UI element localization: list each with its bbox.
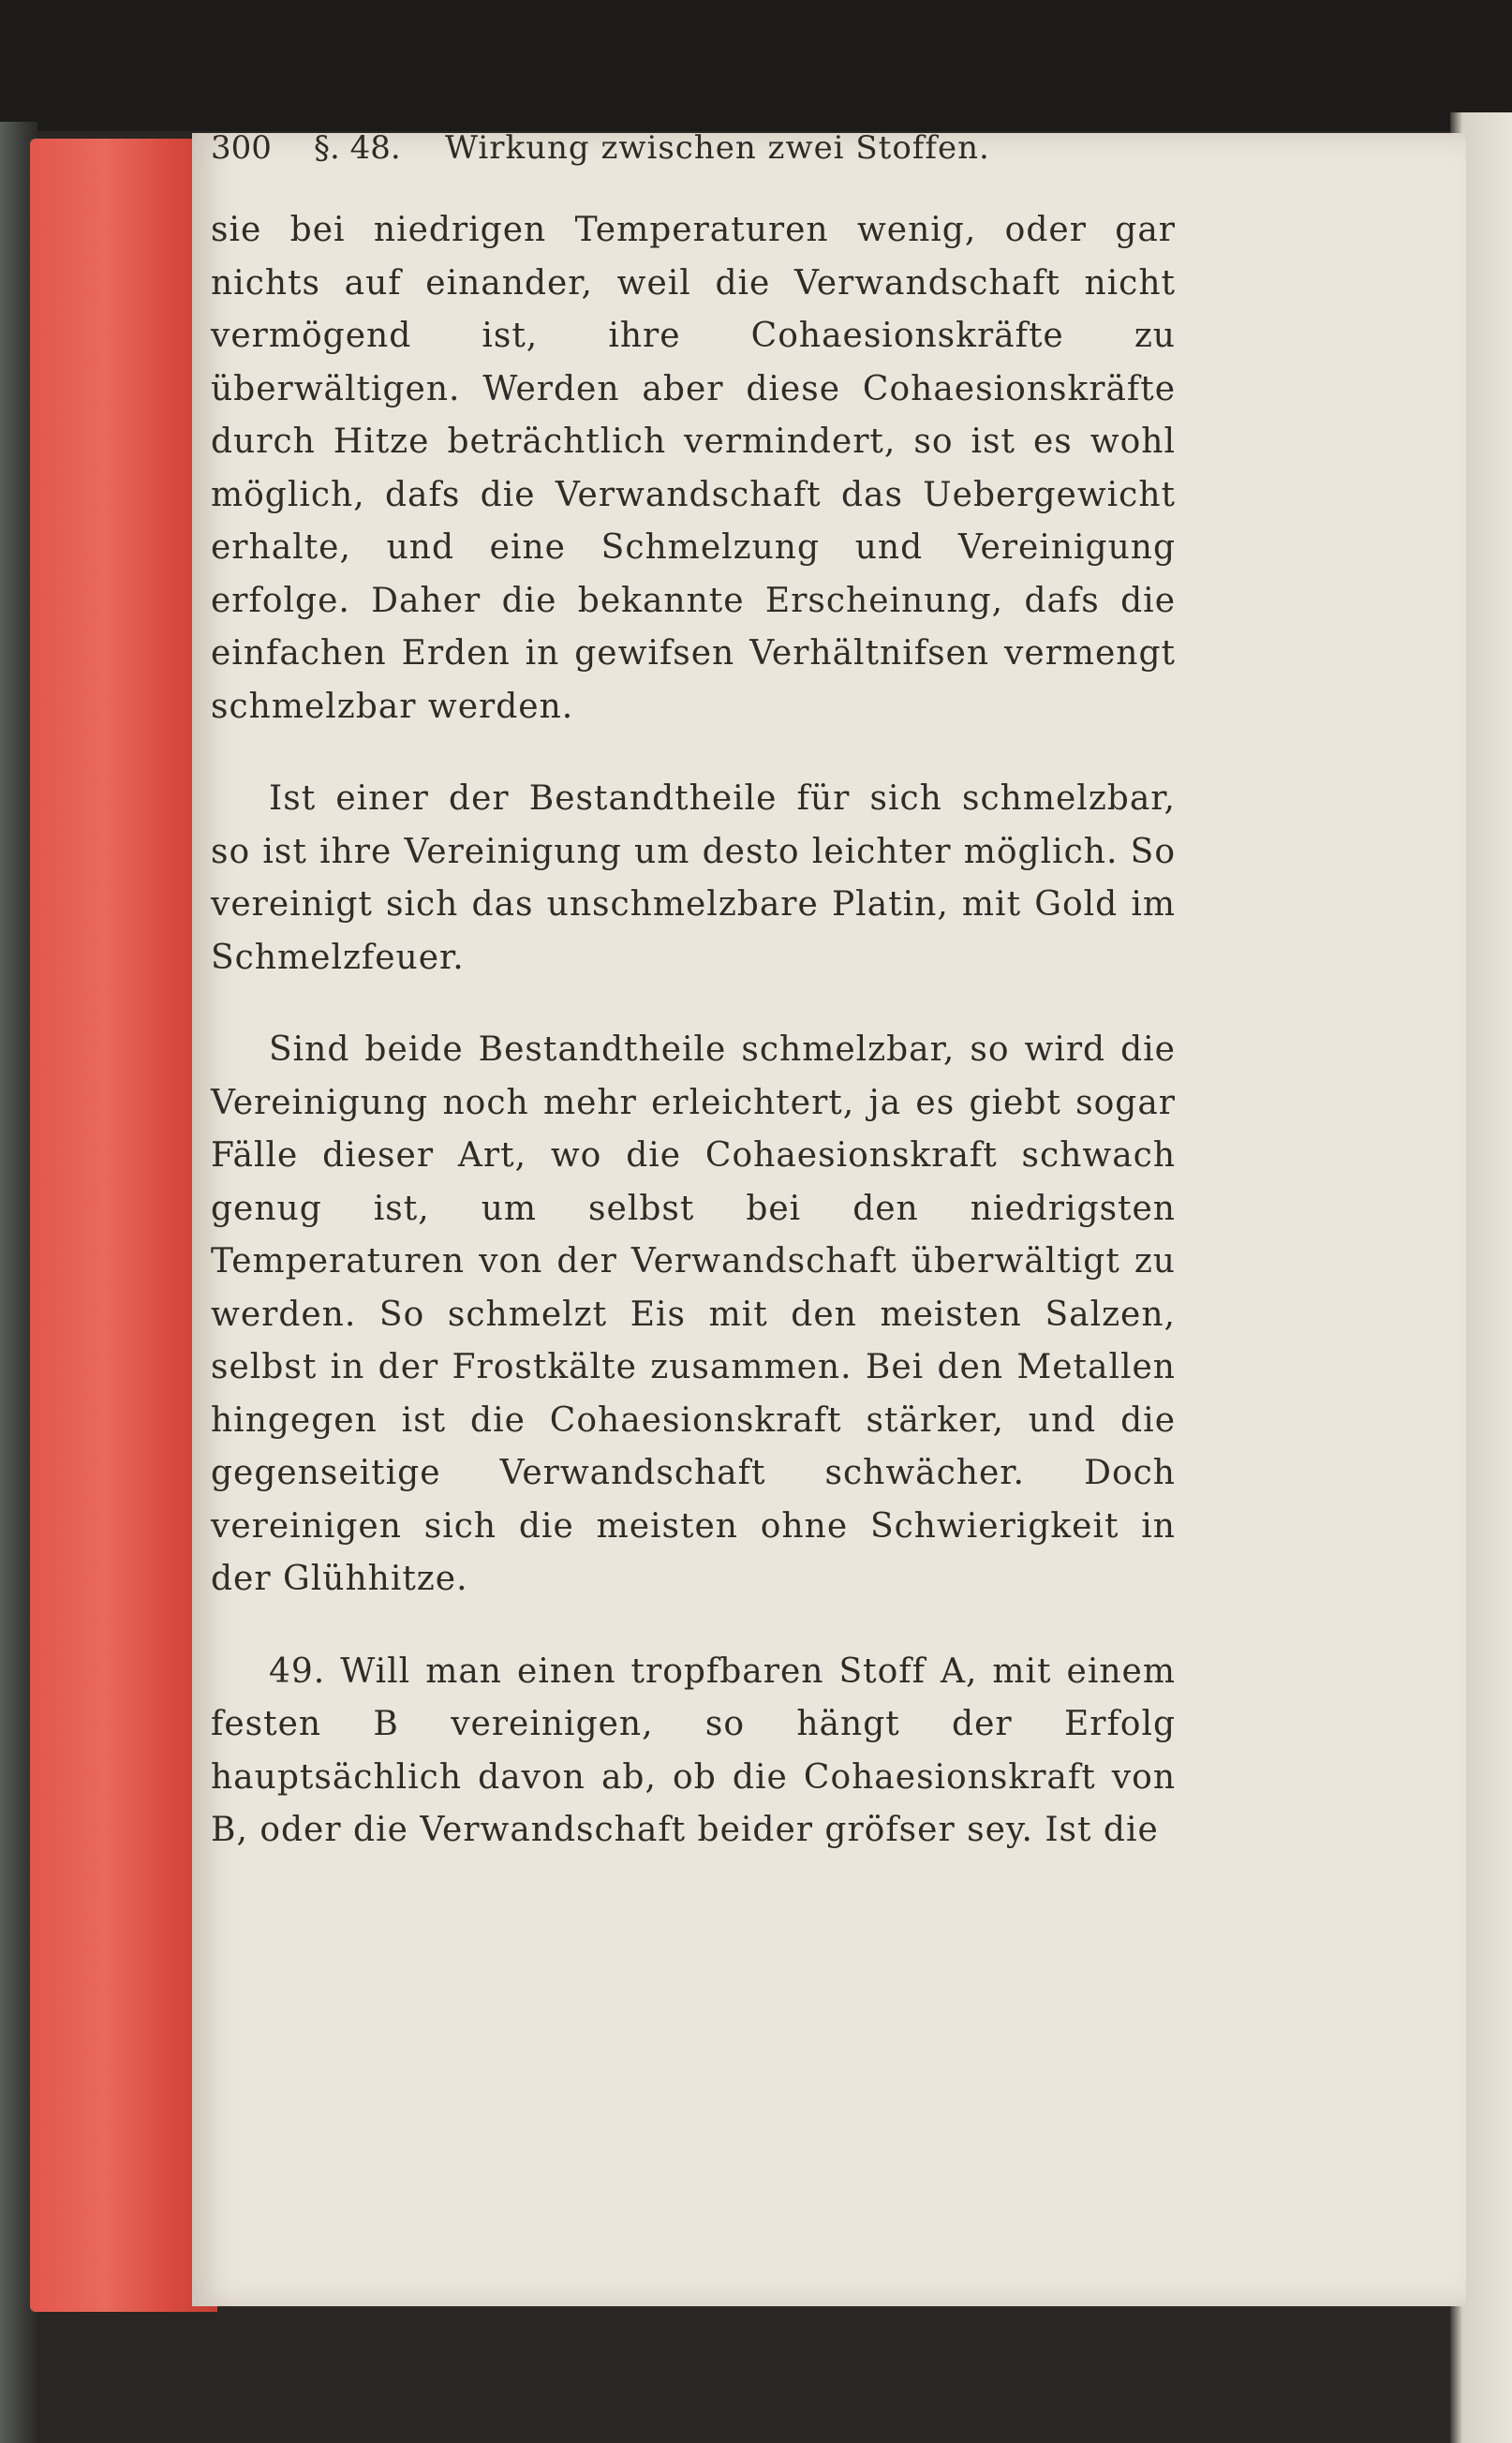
red-page-edges	[30, 139, 217, 2312]
paragraph: Ist einer der Bestandtheile für sich schmelzbar, so ist ihre Vereinigung um desto leichter möglich. So vereinigt sich das unschmelzbare Platin, mit Gold im Schmelzfeuer.	[211, 779, 1176, 977]
running-header	[211, 129, 1176, 167]
paragraph-section-49: 49. Will man einen tropfbaren Stoff A, mit einem festen B vereinigen, so hängt der Erfolg hauptsächlich davon ab, ob die Cohaesionskraft von B, oder die Verwandschaft beider gröfser sey. Ist die	[211, 1651, 1176, 1849]
dark-background-top	[0, 0, 1512, 131]
paragraph-continuation: sie bei niedrigen Temperaturen wenig, oder gar nichts auf einander, weil die Verwandschaft nicht vermögend ist, ihre Cohaesionskräfte zu überwältigen. Werden aber diese Cohaesionskräfte durch Hitze beträchtlich vermindert, so ist es wohl möglich, dafs die Verwandschaft das Uebergewicht erhalte, und eine Schmelzung und Vereinigung erfolge. Daher die bekannte Erscheinung, dafs die einfachen Erden in gewifsen Verhältnifsen vermengt schmelzbar werden.	[211, 211, 1176, 726]
page-number: 300	[211, 129, 272, 167]
page-text-block	[211, 129, 1176, 1858]
section-number: §. 48.	[314, 129, 401, 167]
running-title: Wirkung zwischen zwei Stoffen.	[445, 129, 990, 167]
paragraph: Sind beide Bestandtheile schmelzbar, so wird die Vereinigung noch mehr erleichtert, ja es giebt sogar Fälle dieser Art, wo die Cohaesionskraft schwach genug ist, um selbst bei den niedrigsten Temperaturen von der Verwandschaft überwältigt zu werden. So schmelzt Eis mit den meisten Salzen, selbst in der Frostkälte zusammen. Bei den Metallen hingegen ist die Cohaesionskraft stärker, und die gegenseitige Verwandschaft schwächer. Doch vereinigen sich die meisten ohne Schwierigkeit in der Glühhitze.	[211, 1030, 1176, 1598]
